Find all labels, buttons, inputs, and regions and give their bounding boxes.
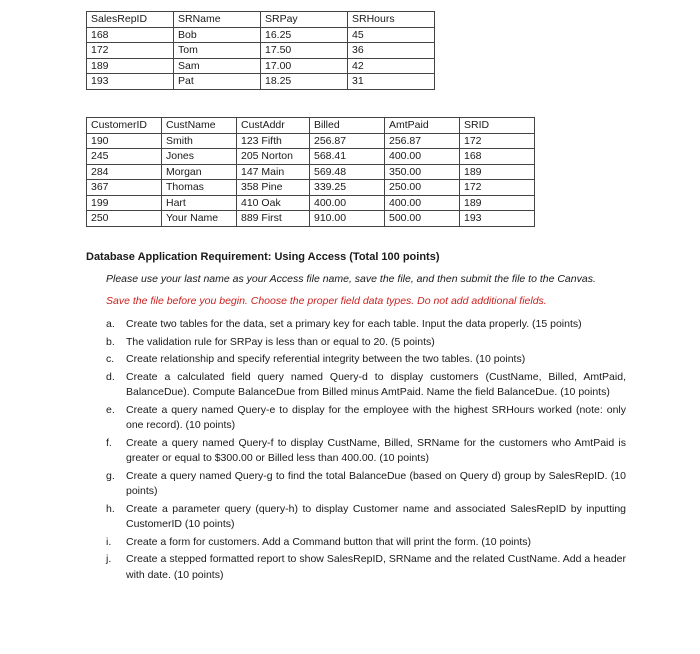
customer-cell: 367 — [87, 180, 162, 196]
customer-cell: 189 — [460, 195, 535, 211]
requirement-text: Create a calculated field query named Query-d to display customers (CustName, Billed, AmtPaid, BalanceDue). Compute BalanceDue from Billed minus AmtPaid. Name the field BalanceDue. (10 points) — [126, 370, 626, 398]
requirement-text: Create a query named Query-g to find the total BalanceDue (based on Query d) group by SalesRepID. (10 points) — [126, 469, 626, 497]
requirement-item — [106, 352, 626, 368]
customer-header-cell: CustomerID — [87, 118, 162, 134]
requirement-marker: f. — [106, 436, 112, 449]
sales-rep-cell: Bob — [174, 27, 261, 43]
sales-rep-row — [87, 43, 435, 59]
sales-rep-header-cell: SRPay — [261, 12, 348, 28]
sales-rep-cell: 42 — [348, 58, 435, 74]
requirement-marker: h. — [106, 502, 115, 515]
requirement-item — [106, 469, 626, 500]
customer-cell: 400.00 — [385, 149, 460, 165]
requirement-text: Create a query named Query-e to display for the employee with the highest SRHours worked (note: only one record). (10 points) — [126, 403, 626, 431]
requirement-marker: i. — [106, 535, 112, 548]
customer-table — [86, 117, 535, 227]
sales-rep-row — [87, 27, 435, 43]
customer-header-cell: CustName — [162, 118, 237, 134]
requirement-text: Create a form for customers. Add a Command button that will print the form. (10 points) — [126, 535, 532, 548]
customer-cell: 284 — [87, 164, 162, 180]
customer-row — [87, 211, 535, 227]
requirement-marker: a. — [106, 318, 115, 330]
sales-rep-cell: 16.25 — [261, 27, 348, 43]
customer-cell: 358 Pine — [237, 180, 310, 196]
customer-cell: 400.00 — [310, 195, 385, 211]
customer-cell: 168 — [460, 149, 535, 165]
customer-cell: 256.87 — [310, 133, 385, 149]
customer-cell: 205 Norton — [237, 149, 310, 165]
sales-rep-cell: 17.50 — [261, 43, 348, 59]
requirement-marker: j. — [106, 553, 112, 565]
sales-rep-cell: 168 — [87, 27, 174, 43]
customer-cell: 910.00 — [310, 211, 385, 227]
requirement-item — [106, 535, 626, 551]
requirement-item — [106, 317, 626, 333]
customer-row — [87, 149, 535, 165]
customer-row — [87, 180, 535, 196]
customer-cell: Hart — [162, 195, 237, 211]
customer-cell: 190 — [87, 133, 162, 149]
sales-rep-cell: 17.00 — [261, 58, 348, 74]
requirement-text: Create two tables for the data, set a primary key for each table. Input the data properly. (15 points) — [126, 318, 582, 330]
requirement-text: Create a parameter query (query-h) to display Customer name and associated SalesRepID by inputting CustomerID (10 points) — [126, 502, 626, 530]
requirement-text: Create relationship and specify referential integrity between the two tables. (10 points) — [126, 353, 526, 365]
customer-cell: Morgan — [162, 164, 237, 180]
sales-rep-header-cell: SalesRepID — [87, 12, 174, 28]
customer-cell: 193 — [460, 211, 535, 227]
sales-rep-cell: 172 — [87, 43, 174, 59]
sales-rep-cell: 193 — [87, 74, 174, 90]
customer-header-cell: Billed — [310, 118, 385, 134]
requirement-item — [106, 335, 626, 351]
requirements-section — [86, 251, 626, 585]
customer-cell: Jones — [162, 149, 237, 165]
requirement-item — [106, 552, 626, 583]
customer-cell: 147 Main — [237, 164, 310, 180]
sales-rep-row — [87, 74, 435, 90]
customer-header-cell: CustAddr — [237, 118, 310, 134]
sales-rep-table — [86, 11, 435, 90]
customer-row — [87, 133, 535, 149]
customer-cell: Smith — [162, 133, 237, 149]
customer-cell: 245 — [87, 149, 162, 165]
customer-cell: 350.00 — [385, 164, 460, 180]
requirement-item — [106, 403, 626, 434]
sales-rep-header-cell: SRHours — [348, 12, 435, 28]
customer-cell: 400.00 — [385, 195, 460, 211]
customer-cell: 568.41 — [310, 149, 385, 165]
sales-rep-cell: 36 — [348, 43, 435, 59]
sales-rep-header-row — [87, 12, 435, 28]
customer-cell: 172 — [460, 133, 535, 149]
customer-cell: 500.00 — [385, 211, 460, 227]
customer-header-cell: AmtPaid — [385, 118, 460, 134]
requirements-list — [86, 317, 626, 583]
requirement-text: The validation rule for SRPay is less than or equal to 20. (5 points) — [126, 335, 435, 348]
customer-cell: 256.87 — [385, 133, 460, 149]
requirement-marker: c. — [106, 353, 115, 365]
customer-cell: 410 Oak — [237, 195, 310, 211]
sales-rep-cell: 189 — [87, 58, 174, 74]
sales-rep-row — [87, 58, 435, 74]
requirement-marker: e. — [106, 403, 115, 416]
customer-row — [87, 195, 535, 211]
customer-cell: 250 — [87, 211, 162, 227]
sales-rep-cell: 31 — [348, 74, 435, 90]
requirement-marker: d. — [106, 370, 115, 383]
sales-rep-cell: 45 — [348, 27, 435, 43]
requirement-marker: g. — [106, 469, 115, 482]
sales-rep-cell: Pat — [174, 74, 261, 90]
customer-cell: 199 — [87, 195, 162, 211]
customer-cell: 889 First — [237, 211, 310, 227]
customer-cell: 172 — [460, 180, 535, 196]
requirement-item — [106, 436, 626, 467]
requirement-item — [106, 502, 626, 533]
customer-header-cell: SRID — [460, 118, 535, 134]
sales-rep-cell: Sam — [174, 58, 261, 74]
customer-cell: Thomas — [162, 180, 237, 196]
customer-cell: 339.25 — [310, 180, 385, 196]
requirements-heading: Database Application Requirement: Using Access (Total 100 points) — [86, 251, 440, 263]
sales-rep-header-cell: SRName — [174, 12, 261, 28]
sales-rep-cell: 18.25 — [261, 74, 348, 90]
requirement-item — [106, 370, 626, 401]
sales-rep-cell: Tom — [174, 43, 261, 59]
warning-note: Save the file before you begin. Choose the proper field data types. Do not add additional fields. — [106, 295, 547, 307]
customer-cell: 250.00 — [385, 180, 460, 196]
requirement-text: Create a query named Query-f to display CustName, Billed, SRName for the customers who AmtPaid is greater or equal to $300.00 or Billed less than 400.00. (10 points) — [126, 436, 626, 464]
customer-cell: 189 — [460, 164, 535, 180]
instruction-note: Please use your last name as your Access file name, save the file, and then submit the file to the Canvas. — [106, 273, 596, 285]
customer-cell: Your Name — [162, 211, 237, 227]
requirement-marker: b. — [106, 335, 115, 348]
requirement-text: Create a stepped formatted report to show SalesRepID, SRName and the related CustName. Add a header with date. (10 points) — [126, 553, 626, 581]
customer-row — [87, 164, 535, 180]
customer-cell: 123 Fifth — [237, 133, 310, 149]
customer-header-row — [87, 118, 535, 134]
customer-cell: 569.48 — [310, 164, 385, 180]
